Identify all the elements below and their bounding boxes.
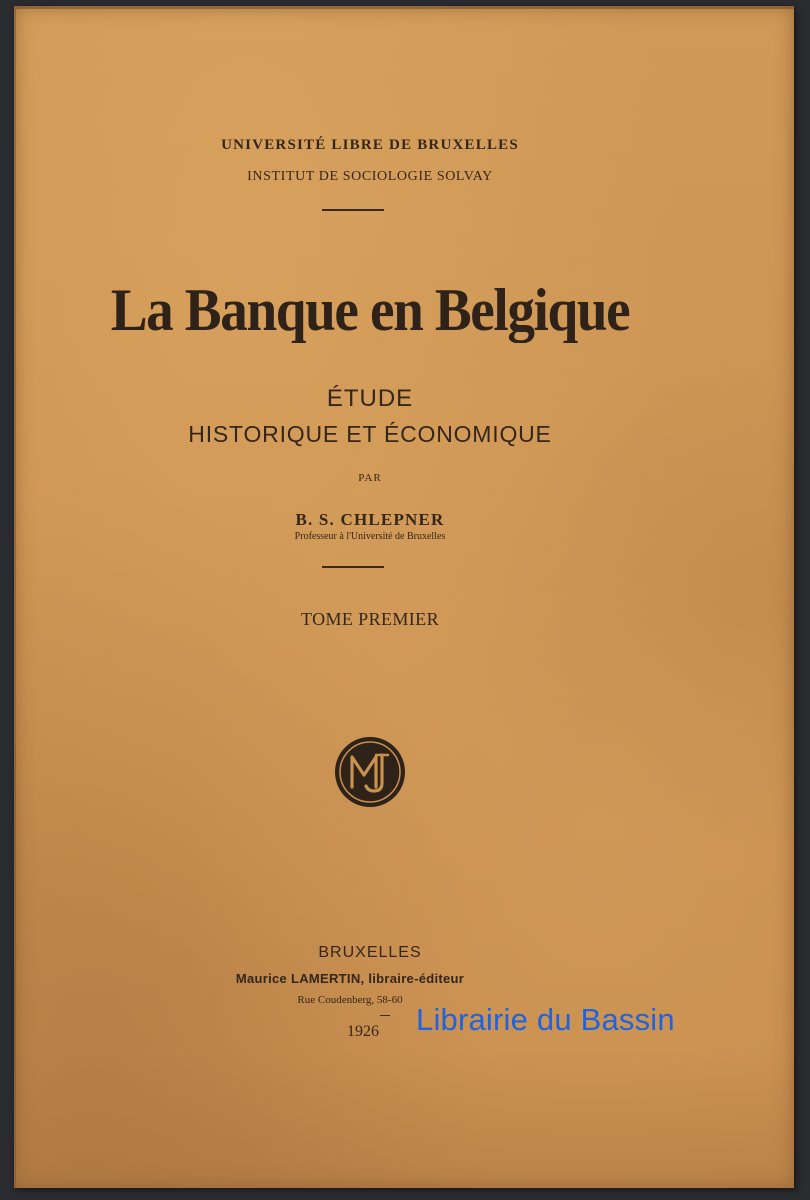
top-divider: [322, 209, 384, 211]
publisher-name: Maurice LAMERTIN, libraire-éditeur: [235, 971, 465, 986]
middle-divider: [322, 566, 384, 568]
by-label: PAR: [358, 472, 382, 484]
seller-watermark: Librairie du Bassin: [416, 1002, 675, 1037]
emblem-icon: [332, 735, 408, 809]
institute-name: INSTITUT DE SOCIOLOGIE SOLVAY: [247, 169, 493, 184]
subtitle-line-1: ÉTUDE: [326, 385, 414, 412]
publisher-emblem: [0, 735, 775, 809]
publisher-city: BRUXELLES: [318, 944, 422, 961]
subtitle-line-2: HISTORIQUE ET ÉCONOMIQUE: [188, 421, 552, 447]
publication-year: 1926: [347, 1023, 379, 1040]
publisher-address: Rue Coudenberg, 58-60: [297, 994, 403, 1006]
book-title: La Banque en Belgique: [110, 277, 630, 343]
university-name: UNIVERSITÉ LIBRE DE BRUXELLES: [221, 137, 519, 153]
author-role: Professeur à l'Université de Bruxelles: [294, 531, 446, 542]
author-name: B. S. CHLEPNER: [295, 510, 445, 529]
volume-label: TOME PREMIER: [301, 609, 439, 629]
year-dash: [380, 1015, 390, 1016]
